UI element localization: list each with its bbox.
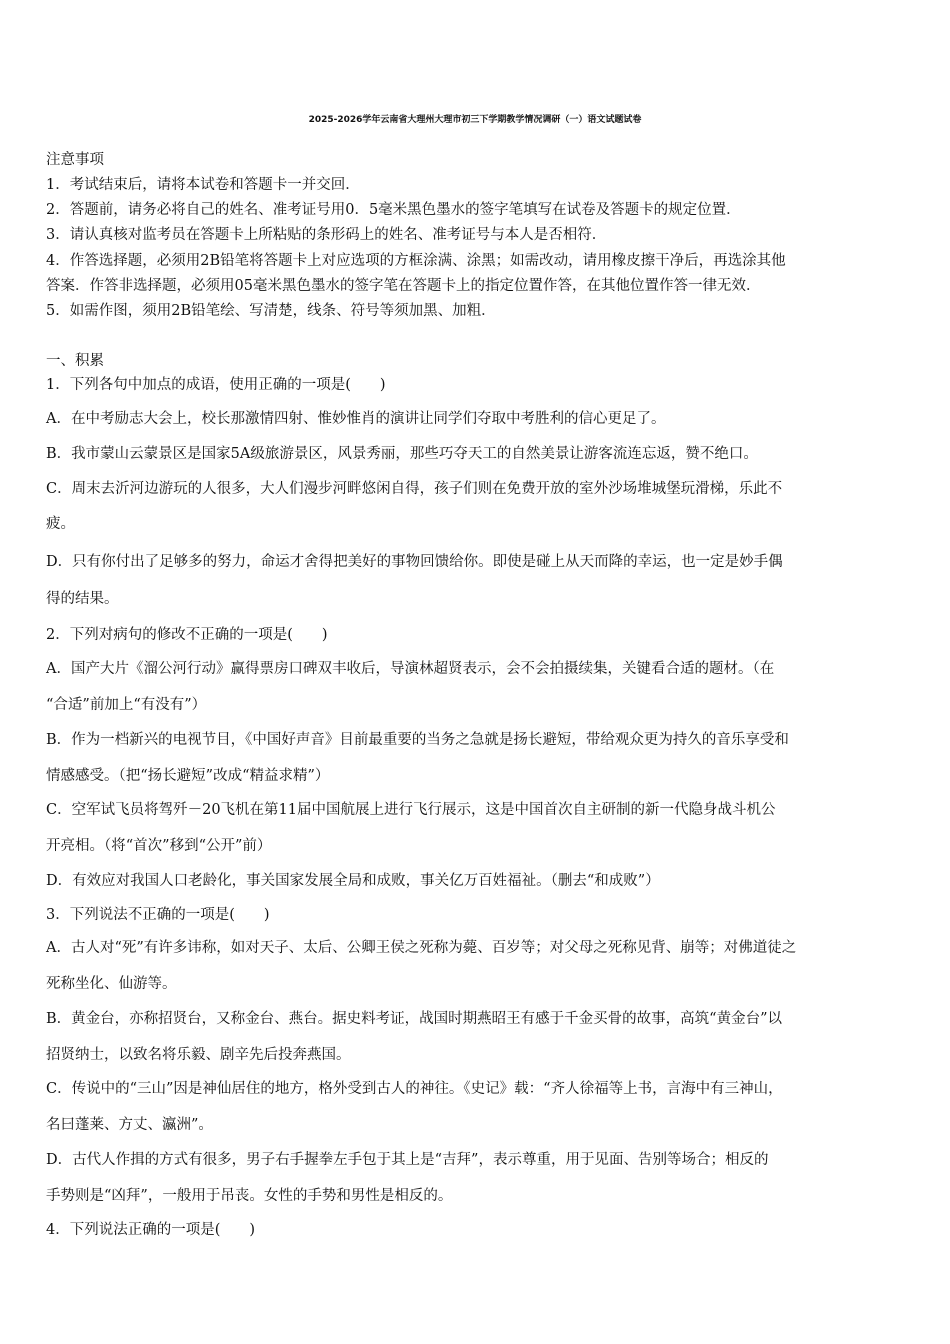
notice-line-1: 1．考试结束后，请将本试卷和答题卡一并交回． <box>46 177 360 193</box>
q1-option-a: A．在中考励志大会上，校长那激情四射、惟妙惟肖的演讲让同学们夺取中考胜利的信心更足了。 <box>46 411 666 427</box>
notice-line-3: 3．请认真核对监考员在答题卡上所粘贴的条形码上的姓名、准考证号与本人是否相符． <box>46 227 607 243</box>
q3-option-c-cont: 名曰蓬莱、方丈、瀛洲”。 <box>46 1117 213 1133</box>
q1-option-c: C．周末去沂河边游玩的人很多，大人们漫步河畔悠闲自得，孩子们则在免费开放的室外沙场堆城堡玩滑梯，乐此不 <box>46 481 783 497</box>
q2-option-b: B．作为一档新兴的电视节目，《中国好声音》目前最重要的当务之急就是扬长避短，带给观众更为持久的音乐享受和 <box>46 732 789 748</box>
q2-option-b-cont: 情感感受。（把“扬长避短”改成“精益求精”） <box>46 768 330 784</box>
notice-line-5: 答案．作答非选择题，必须用05毫米黑色墨水的签字笔在答题卡上的指定位置作答，在其他位置作答一律无效． <box>46 278 761 294</box>
q3-option-d: D．古代人作揖的方式有很多，男子右手握拳左手包于其上是“吉拜”，表示尊重，用于见面、告别等场合；相反的 <box>46 1152 769 1168</box>
q1-option-d: D．只有你付出了足够多的努力，命运才舍得把美好的事物回馈给你。即使是碰上从天而降的幸运，也一定是妙手偶 <box>46 554 783 570</box>
question-2-stem: 2．下列对病句的修改不正确的一项是( ) <box>46 627 328 643</box>
notice-heading: 注意事项 <box>46 152 104 168</box>
q2-option-d: D．有效应对我国人口老龄化，事关国家发展全局和成败，事关亿万百姓福祉。（删去“和成败”） <box>46 873 660 889</box>
q3-option-a-cont: 死称坐化、仙游等。 <box>46 976 177 992</box>
q2-option-a: A．国产大片《溜公河行动》赢得票房口碑双丰收后，导演林超贤表示，会不会拍摄续集，关键看合适的题材。（在 <box>46 661 775 677</box>
question-4-stem: 4．下列说法正确的一项是( ) <box>46 1222 256 1238</box>
notice-line-4: 4．作答选择题，必须用2B铅笔将答题卡上对应选项的方框涂满、涂黑；如需改动，请用橡皮擦干净后，再选涂其他 <box>46 253 786 269</box>
q2-option-a-cont: “合适”前加上“有没有”） <box>46 697 207 713</box>
q3-option-b: B．黄金台，亦称招贤台，又称金台、燕台。据史料考证，战国时期燕昭王有感于千金买骨的故事，高筑“黄金台”以 <box>46 1011 782 1027</box>
exam-title: 2025-2026学年云南省大理州大理市初三下学期教学情况调研（一）语文试题试卷 <box>308 115 642 125</box>
section-heading: 一、积累 <box>46 353 104 369</box>
question-3-stem: 3．下列说法不正确的一项是( ) <box>46 907 270 923</box>
q1-option-b: B．我市蒙山云蒙景区是国家5A级旅游景区，风景秀丽，那些巧夺天工的自然美景让游客流连忘返，赞不绝口。 <box>46 446 758 462</box>
q3-option-a: A．古人对“死”有许多讳称，如对天子、太后、公卿王侯之死称为薨、百岁等；对父母之死称见背、崩等；对佛道徒之 <box>46 940 797 956</box>
q1-option-c-cont: 疲。 <box>46 516 75 532</box>
q2-option-c-cont: 开亮相。（将“首次”移到“公开”前） <box>46 838 272 854</box>
q1-option-d-cont: 得的结果。 <box>46 591 119 607</box>
notice-line-6: 5．如需作图，须用2B铅笔绘、写清楚，线条、符号等须加黑、加粗． <box>46 303 496 319</box>
q2-option-c: C．空军试飞员将驾歼－20飞机在第11届中国航展上进行飞行展示，这是中国首次自主研制的新一代隐身战斗机公 <box>46 802 776 818</box>
question-1-stem: 1．下列各句中加点的成语，使用正确的一项是( ) <box>46 377 386 393</box>
q3-option-d-cont: 手势则是“凶拜”，一般用于吊丧。女性的手势和男性是相反的。 <box>46 1188 453 1204</box>
q3-option-b-cont: 招贤纳士，以致名将乐毅、剧辛先后投奔燕国。 <box>46 1047 351 1063</box>
notice-line-2: 2．答题前，请务必将自己的姓名、准考证号用0．5毫米黑色墨水的签字笔填写在试卷及答题卡的规定位置． <box>46 202 741 218</box>
q3-option-c: C．传说中的“三山”因是神仙居住的地方，格外受到古人的神往。《史记》载：“齐人徐福等上书，言海中有三神山， <box>46 1081 783 1097</box>
